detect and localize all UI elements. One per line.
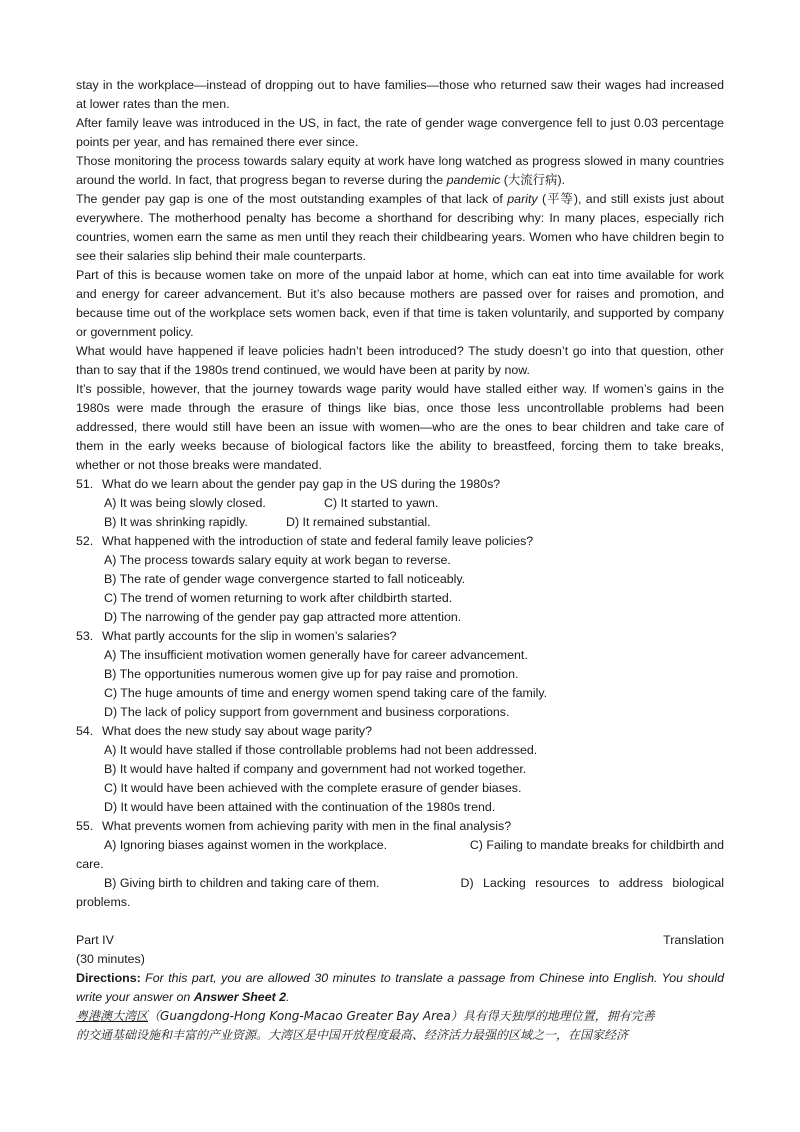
- paragraph-text: Those monitoring the process towards salary equity at work have long watched as progress slowed in many countries around the world. In fact, that progress began to reverse during the: [76, 154, 724, 187]
- option-c[interactable]: C) The trend of women returning to work after childbirth started.: [104, 591, 453, 605]
- question-text: What do we learn about the gender pay gap in the US during the 1980s?: [102, 477, 501, 491]
- option-a[interactable]: A) The process towards salary equity at work began to reverse.: [104, 553, 451, 567]
- part-label: Part IV: [76, 933, 114, 947]
- cn-term: 粤港澳大湾区: [76, 1009, 149, 1023]
- cn-text: （Guangdong-Hong Kong-Macao Greater Bay Area）具有得天独厚的地理位置，拥有完善: [148, 1009, 655, 1023]
- question-text: What partly accounts for the slip in women’s salaries?: [102, 629, 397, 643]
- option-c[interactable]: C) It would have been achieved with the complete erasure of gender biases.: [104, 781, 522, 795]
- question-53: [76, 627, 724, 722]
- option-c[interactable]: C) It started to yawn.: [324, 496, 439, 510]
- passage-paragraph-4: [76, 190, 724, 266]
- chinese-passage-line-1: [76, 1007, 724, 1026]
- chinese-passage-line-2: 的交通基础设施和丰富的产业资源。大湾区是中国开放程度最高、经济活力最强的区域之一，在国家经济: [76, 1028, 629, 1042]
- part-time: (30 minutes): [76, 952, 145, 966]
- option-a[interactable]: A) It would have stalled if those controllable problems had not been addressed.: [104, 743, 538, 757]
- vocab-gloss: (大流行病).: [500, 173, 566, 187]
- question-number: 51.: [76, 477, 94, 491]
- vocab-term: pandemic: [446, 173, 501, 187]
- option-c[interactable]: C) The huge amounts of time and energy women spend taking care of the family.: [104, 686, 548, 700]
- directions-text: For this part, you are allowed 30 minutes to translate a passage from Chinese into English. You should write your answer on: [76, 971, 724, 1004]
- option-c[interactable]: C) Failing to mandate breaks for childbirth and: [469, 838, 724, 852]
- option-d[interactable]: D) Lacking resources to address biological: [460, 876, 724, 890]
- part-title: Translation: [663, 933, 724, 947]
- directions-label: Directions:: [76, 971, 141, 985]
- option-b[interactable]: B) The rate of gender wage convergence started to fall noticeably.: [104, 572, 466, 586]
- option-c-continued[interactable]: care.: [76, 857, 104, 871]
- question-text: What prevents women from achieving parity with men in the final analysis?: [102, 819, 512, 833]
- question-52: [76, 532, 724, 627]
- question-number: 54.: [76, 724, 94, 738]
- passage-paragraph-1: stay in the workplace—instead of dropping out to have families—those who returned saw their wages had increased at lower rates than the men.: [76, 78, 724, 111]
- directions-end: .: [286, 990, 290, 1004]
- question-number: 52.: [76, 534, 94, 548]
- question-55: [76, 817, 724, 912]
- passage-paragraph-6: What would have happened if leave policies hadn’t been introduced? The study doesn’t go into that question, other than to say that if the 1980s trend continued, we would have been at parity by now.: [76, 344, 724, 377]
- option-a[interactable]: A) The insufficient motivation women generally have for career advancement.: [104, 648, 528, 662]
- passage-paragraph-7: It’s possible, however, that the journey towards wage parity would have stalled either way. If women’s gains in the 1980s were made through the erasure of things like bias, once those less uncontrollable problems had been addressed, there would still have been an issue with women—who are the ones to bear children and take care of them in the early weeks because of biological factors like the ability to breastfeed, forcing them to take breaks, whether or not those breaks were mandated.: [76, 382, 724, 472]
- option-d-continued[interactable]: problems.: [76, 895, 131, 909]
- option-b[interactable]: B) It would have halted if company and government had not worked together.: [104, 762, 527, 776]
- question-51: [76, 475, 724, 532]
- option-b[interactable]: B) The opportunities numerous women give up for pay raise and promotion.: [104, 667, 519, 681]
- document-page: [76, 76, 724, 1045]
- part-heading: [76, 931, 724, 950]
- question-number: 53.: [76, 629, 94, 643]
- paragraph-text: The gender pay gap is one of the most outstanding examples of that lack of: [76, 192, 508, 206]
- question-54: [76, 722, 724, 817]
- option-d[interactable]: D) It remained substantial.: [286, 515, 431, 529]
- question-number: 55.: [76, 819, 94, 833]
- option-d[interactable]: D) It would have been attained with the continuation of the 1980s trend.: [104, 800, 496, 814]
- question-text: What does the new study say about wage parity?: [102, 724, 372, 738]
- question-text: What happened with the introduction of state and federal family leave policies?: [102, 534, 534, 548]
- directions: [76, 969, 724, 1007]
- option-d[interactable]: D) The lack of policy support from government and business corporations.: [104, 705, 510, 719]
- answer-sheet-ref: Answer Sheet 2: [193, 990, 287, 1004]
- passage-paragraph-3: [76, 152, 724, 190]
- option-b[interactable]: B) Giving birth to children and taking care of them.: [104, 876, 380, 890]
- paragraph-text: (平等), and still exists just about everywhere. The motherhood penalty has become a shorthand for describing why: In many places, especially rich countries, women earn the same as men until they reach their childbearing years. Women who have children begin to see their salaries slip behind their male counterparts.: [76, 192, 724, 263]
- passage-paragraph-5: Part of this is because women take on more of the unpaid labor at home, which can eat into time available for work and energy for career advancement. But it’s also because mothers are passed over for raises and promotion, and because time out of the workplace sets women back, even if that time is taken voluntarily, and supported by company or government policy.: [76, 268, 724, 339]
- option-a[interactable]: A) It was being slowly closed.: [104, 496, 266, 510]
- option-d[interactable]: D) The narrowing of the gender pay gap attracted more attention.: [104, 610, 462, 624]
- vocab-term: parity: [507, 192, 538, 206]
- option-b[interactable]: B) It was shrinking rapidly.: [104, 515, 248, 529]
- option-a[interactable]: A) Ignoring biases against women in the workplace.: [104, 838, 388, 852]
- passage-paragraph-2: After family leave was introduced in the US, in fact, the rate of gender wage convergence fell to just 0.03 percentage points per year, and has remained there ever since.: [76, 116, 724, 149]
